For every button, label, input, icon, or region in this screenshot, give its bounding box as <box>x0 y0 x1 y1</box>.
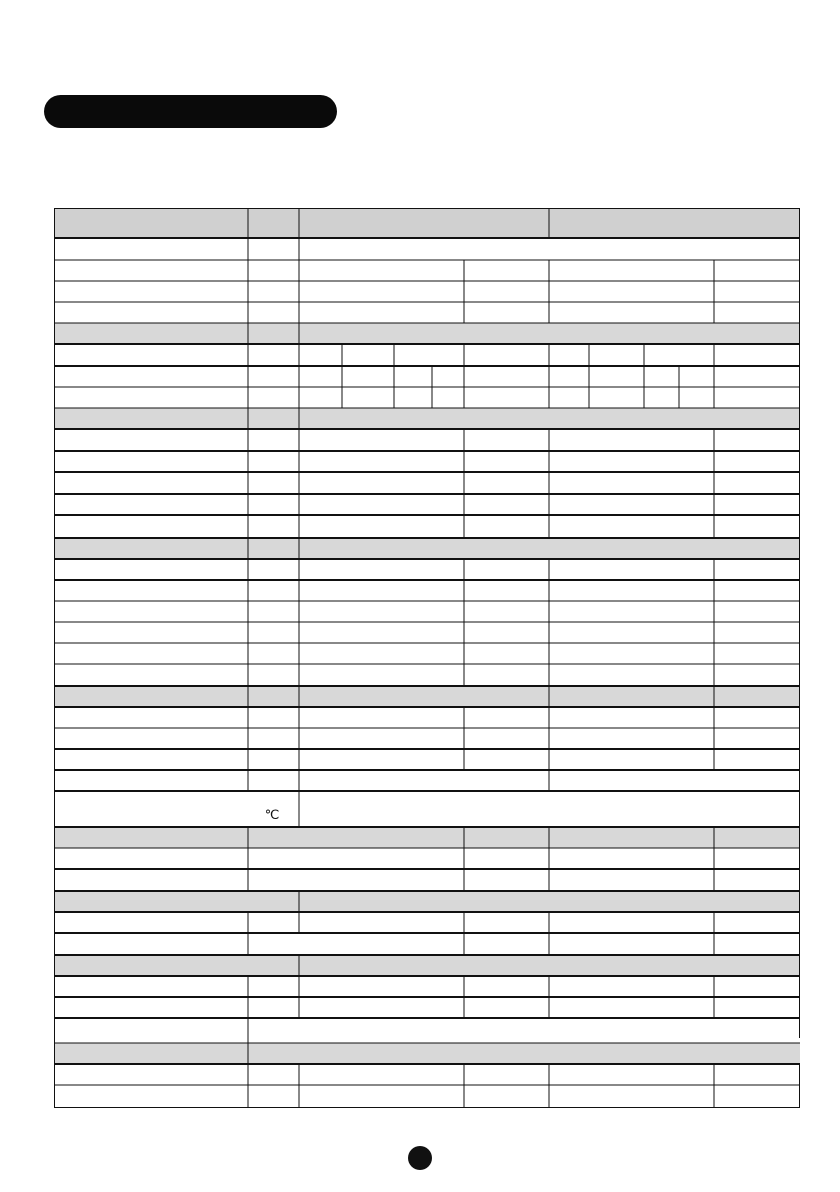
page-number-badge <box>408 1146 432 1170</box>
table-bands <box>54 208 800 1064</box>
spec-table <box>54 208 800 1108</box>
section-band <box>54 538 800 559</box>
section-band <box>54 1043 800 1064</box>
section-band <box>54 323 800 344</box>
unit-celsius-label: ℃ <box>264 807 280 822</box>
section-band <box>54 891 800 912</box>
section-band <box>54 686 800 707</box>
section-band <box>54 827 800 848</box>
section-title-pill <box>44 95 337 128</box>
header-row-fill <box>54 208 800 238</box>
section-band <box>54 955 800 976</box>
section-band <box>54 408 800 429</box>
